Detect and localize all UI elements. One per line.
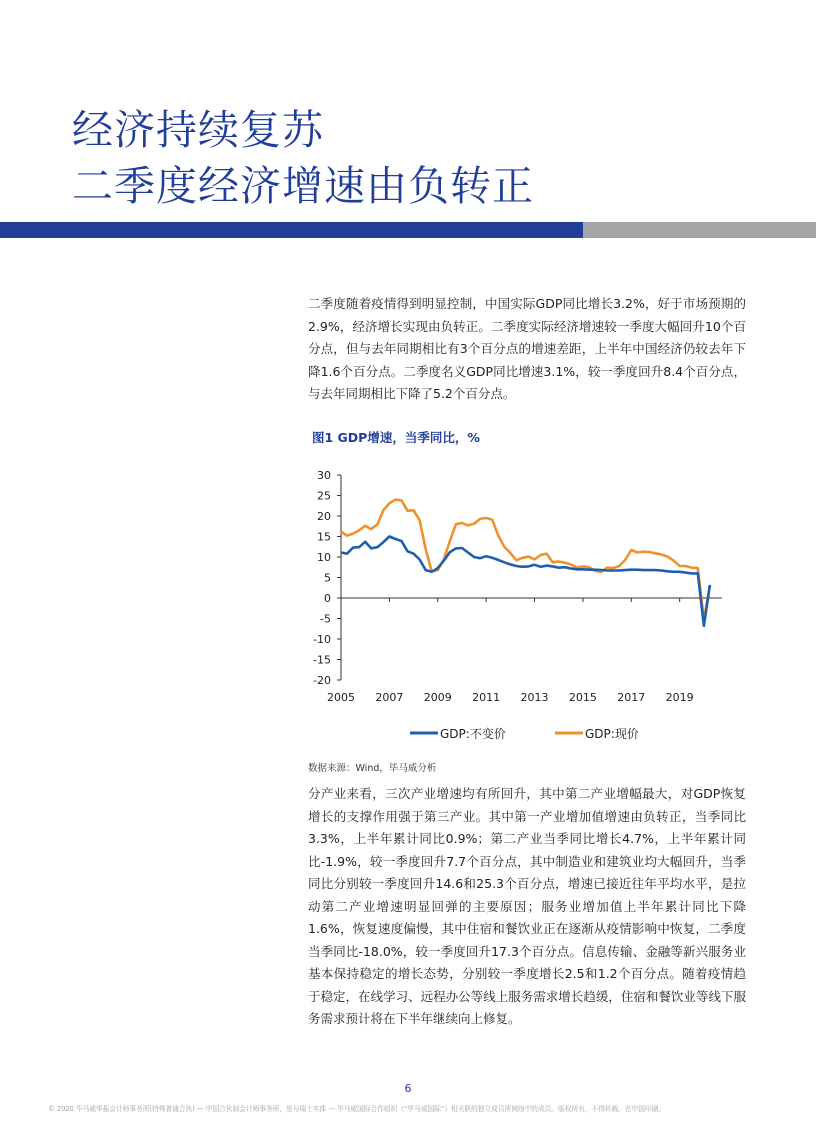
- legend-label: GDP:不变价: [440, 727, 506, 741]
- footer-copyright: © 2020 毕马威华振会计师事务所(特殊普通合伙) — 中国合伙制会计师事务所，是与瑞士实体 — 毕马威国际合作组织（“毕马威国际”）相关联的独立成员所网络中的成员。版权所有，不得转载。在中国印刷。: [48, 1105, 666, 1113]
- x-tick-label: 2015: [568, 691, 597, 704]
- x-tick-label: 2005: [327, 691, 355, 704]
- legend-label: GDP:现价: [585, 727, 639, 741]
- y-tick-label: 10: [317, 551, 331, 564]
- page-title: [72, 102, 534, 214]
- source-note: 数据来源：Wind，毕马威分析: [308, 763, 437, 774]
- x-tick-label: 2017: [617, 691, 646, 704]
- y-tick-label: -15: [313, 653, 331, 667]
- x-tick-label: 2019: [665, 691, 694, 704]
- x-tick-label: 2009: [423, 691, 452, 704]
- header-band-gray: [583, 222, 816, 238]
- y-tick-label: -20: [313, 674, 331, 687]
- y-tick-label: 25: [317, 489, 331, 503]
- x-tick-label: 2013: [520, 691, 549, 704]
- x-tick-label: 2011: [472, 691, 501, 704]
- y-tick-label: 30: [317, 469, 331, 482]
- y-tick-label: -5: [320, 612, 331, 626]
- series-line-nominal-gdp: [341, 500, 710, 620]
- y-tick-label: -10: [313, 633, 331, 646]
- y-tick-label: 5: [324, 571, 331, 585]
- page-number: 6: [404, 1082, 412, 1095]
- series-line-real-gdp: [341, 537, 710, 626]
- y-tick-label: 20: [317, 510, 331, 523]
- y-tick-label: 0: [324, 592, 331, 605]
- intro-paragraph: 二季度随着疫情得到明显控制，中国实际GDP同比增长3.2%，好于市场预期的2.9%，经济增长实现由负转正。二季度实际经济增速较一季度大幅回升10个百分点，但与去年同期相比有3个百分点的增速差距，上半年中国经济仍较去年下降1.6个百分点。二季度名义GDP同比增速3.1%，较一季度回升8.4个百分点，与去年同期相比下降了5.2个百分点。: [308, 296, 746, 401]
- title-line-1: 经济持续复苏: [72, 106, 324, 154]
- title-line-2: 二季度经济增速由负转正: [72, 162, 534, 210]
- header-band-blue: [0, 222, 583, 238]
- figure-title: 图1 GDP增速，当季同比，%: [312, 430, 480, 445]
- industry-paragraph: 分产业来看，三次产业增速均有所回升，其中第二产业增幅最大，对GDP恢复增长的支撑作用强于第三产业。其中第一产业增加值增速由负转正，当季同比3.3%，上半年累计同比0.9%；第二产业当季同比增长4.7%，上半年累计同比-1.9%，较一季度回升7.7个百分点，其中制造业和建筑业均大幅回升，当季同比分别较一季度回升14.6和25.3个百分点，增速已接近往年平均水平，是拉动第二产业增速明显回弹的主要原因；服务业增加值上半年累计同比下降1.6%，恢复速度偏慢，其中住宿和餐饮业正在逐渐从疫情影响中恢复，二季度当季同比-18.0%，较一季度回升17.3个百分点。信息传输、金融等新兴服务业基本保持稳定的增长态势，分别较一季度增长2.5和1.2个百分点。随着疫情趋于稳定，在线学习、远程办公等线上服务需求增长趋缓，住宿和餐饮业等线下服务需求预计将在下半年继续向上修复。: [308, 786, 746, 1026]
- y-tick-label: 15: [317, 530, 331, 544]
- x-tick-label: 2007: [375, 691, 404, 704]
- gdp-chart: [290, 460, 760, 752]
